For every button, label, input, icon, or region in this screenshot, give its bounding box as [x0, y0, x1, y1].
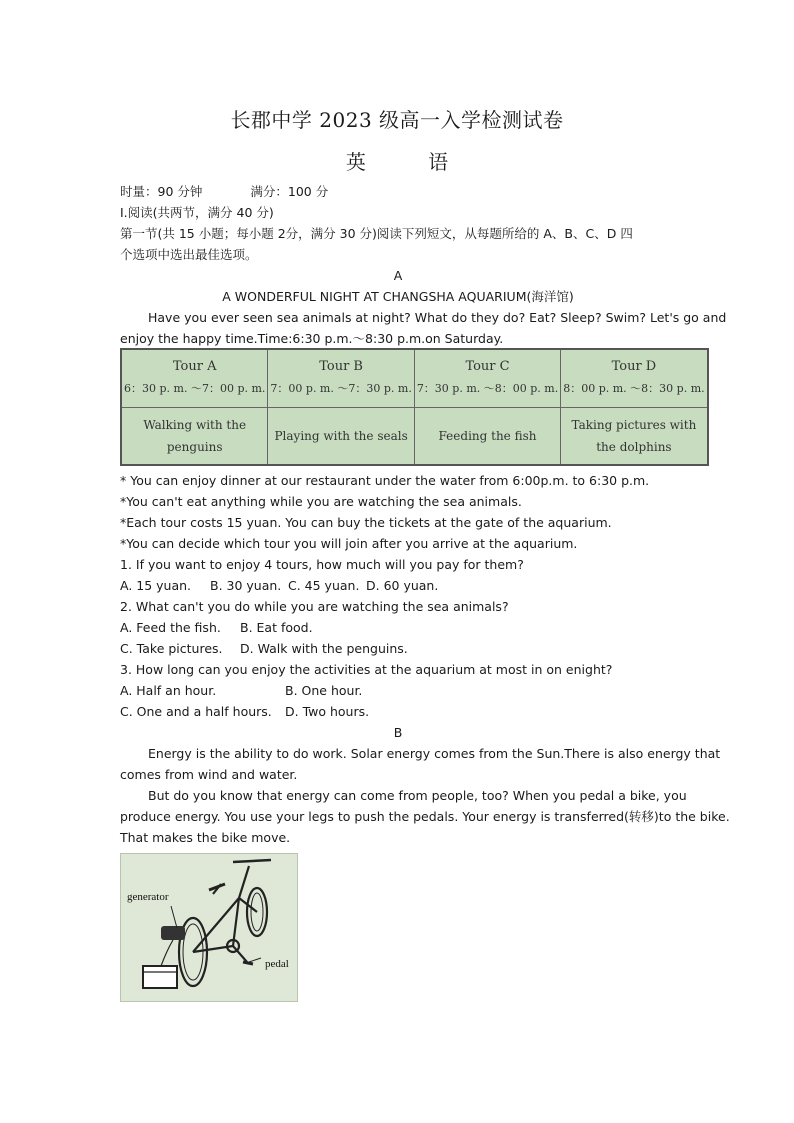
question-stem: 2. What can't you do while you are watching the sea animals? [120, 599, 509, 614]
battery-icon [143, 966, 177, 988]
passage-b-paragraph: produce energy. You use your legs to push the pedals. Your energy is transferred(转移)to the bike. [120, 809, 730, 824]
option-row [120, 575, 676, 596]
passage-a-header [120, 265, 727, 349]
note-item: * You can enjoy dinner at our restaurant under the water from 6:00p.m. to 6:30 p.m. [120, 473, 650, 488]
question-stem: 3. How long can you enjoy the activities at the aquarium at most in on enight? [120, 662, 613, 677]
subject-title [0, 146, 794, 175]
passage-a-body [120, 470, 730, 848]
tour-time: 8：00 p. m. ～8：30 p. m. [563, 382, 705, 396]
passage-intro: Have you ever seen sea animals at night? What do they do? Eat? Sleep? Swim? Let's go and [148, 310, 727, 325]
option: B. Eat food. [240, 620, 313, 635]
bike-generator-figure [120, 853, 298, 1002]
generator-label: generator [127, 891, 169, 903]
passage-b-paragraph: comes from wind and water. [120, 767, 298, 782]
option-row [120, 638, 676, 659]
passage-b-paragraph: But do you know that energy can come from people, too? When you pedal a bike, you [148, 788, 687, 803]
option: D. 60 yuan. [366, 578, 439, 593]
option: A. 15 yuan. [120, 578, 192, 593]
pedal-label: pedal [265, 958, 289, 970]
tour-table [120, 348, 709, 466]
tour-name: Tour C [465, 359, 510, 375]
note-item: *You can decide which tour you will join after you arrive at the aquarium. [120, 536, 578, 551]
passage-intro: enjoy the happy time.Time:6:30 p.m.～8:30 p.m.on Saturday. [120, 331, 504, 346]
tour-activity: Feeding the fish [414, 407, 560, 465]
passage-label: B [393, 725, 403, 740]
tour-activity: Taking pictures with the dolphins [561, 407, 708, 465]
note-item: *Each tour costs 15 yuan. You can buy the tickets at the gate of the aquarium. [120, 515, 612, 530]
subject-char: 英 [345, 150, 366, 174]
option: D. Two hours. [285, 704, 370, 719]
tour-name: Tour B [319, 359, 363, 375]
section-instruction: 第一节(共 15 小题；每小题 2分，满分 30 分)阅读下列短文，从每题所给的 A、B、C、D 四 [120, 226, 633, 241]
option-row [120, 680, 676, 701]
option: B. One hour. [285, 683, 363, 698]
option-row [120, 617, 676, 638]
exam-title: 长郡中学 2023 级高一入学检测试卷 [230, 108, 564, 132]
generator-icon [161, 926, 185, 940]
option: C. 45 yuan. [288, 578, 360, 593]
passage-label: A [393, 268, 403, 283]
tour-time: 7：00 p. m. ～7：30 p. m. [270, 382, 412, 396]
part-heading: I.阅读(共两节，满分 40 分) [120, 205, 274, 220]
question-stem: 1. If you want to enjoy 4 tours, how much will you pay for them? [120, 557, 524, 572]
option: B. 30 yuan. [210, 578, 282, 593]
subject-char: 语 [428, 150, 449, 174]
tour-time: 7：30 p. m. ～8：00 p. m. [416, 382, 559, 396]
passage-b-paragraph: Energy is the ability to do work. Solar energy comes from the Sun.There is also energy that [148, 746, 721, 761]
option-row [120, 701, 676, 722]
time-limit: 时量：90 分钟 [120, 184, 203, 199]
tour-activity: Playing with the seals [268, 407, 414, 465]
exam-meta [120, 181, 676, 265]
tour-activity: Walking with the penguins [121, 407, 268, 465]
section-instruction: 个选项中选出最佳选项。 [120, 247, 258, 262]
table-row [121, 407, 708, 465]
tour-name: Tour D [611, 359, 657, 375]
tour-time: 6：30 p. m. ～7：00 p. m. [124, 382, 266, 396]
option: D. Walk with the penguins. [240, 641, 408, 656]
tour-cell [414, 349, 560, 407]
passage-b-paragraph: That makes the bike move. [120, 830, 291, 845]
tour-cell [121, 349, 268, 407]
tour-name: Tour A [172, 359, 217, 375]
option: C. One and a half hours. [120, 704, 272, 719]
tour-cell [268, 349, 414, 407]
option: A. Half an hour. [120, 683, 217, 698]
option: C. Take pictures. [120, 641, 223, 656]
note-item: *You can't eat anything while you are watching the sea animals. [120, 494, 522, 509]
full-score: 满分：100 分 [250, 184, 329, 199]
table-row [121, 349, 708, 407]
option: A. Feed the fish. [120, 620, 221, 635]
tour-cell [561, 349, 708, 407]
bike-illustration [121, 854, 297, 1001]
passage-heading: A WONDERFUL NIGHT AT CHANGSHA AQUARIUM(海洋馆) [222, 289, 574, 304]
